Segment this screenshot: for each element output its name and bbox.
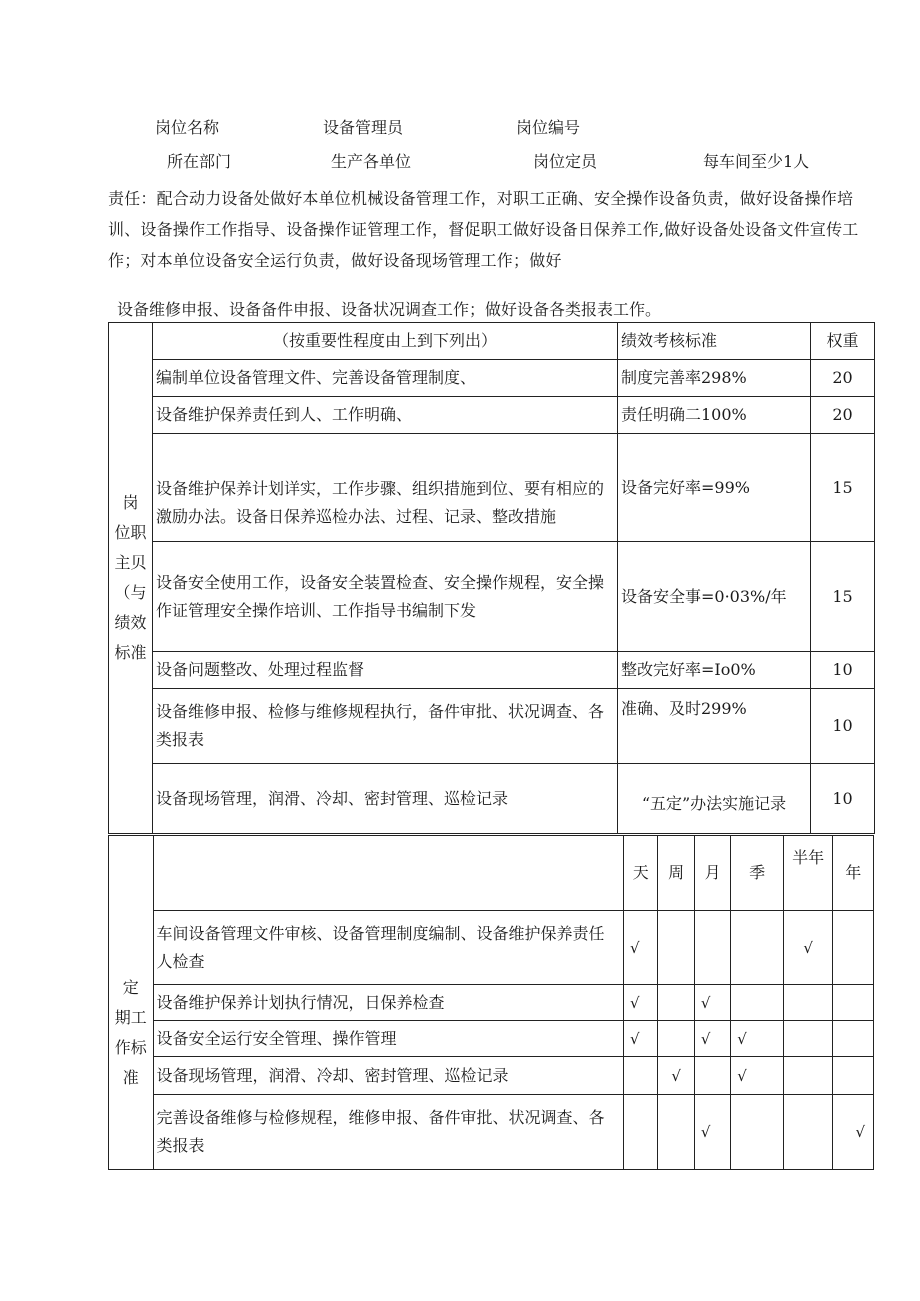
empty-cell bbox=[694, 1057, 730, 1095]
duty-task: 设备维修申报、检修与维修规程执行，备件审批、状况调查、各类报表 bbox=[153, 689, 618, 764]
empty-cell bbox=[783, 1095, 833, 1170]
empty-cell bbox=[731, 985, 784, 1021]
duty-task: 设备现场管理，润滑、冷却、密封管理、巡检记录 bbox=[153, 764, 618, 834]
duties-side-line: 位职 bbox=[114, 523, 147, 542]
table-row bbox=[109, 689, 875, 764]
empty-cell bbox=[658, 1021, 694, 1057]
headcount-value: 每车间至少1人 bbox=[703, 152, 810, 171]
headcount-label: 岗位定员 bbox=[533, 152, 598, 171]
periodic-header-task bbox=[153, 836, 624, 911]
duty-standard: “五定”办法实施记录 bbox=[618, 764, 811, 834]
duty-standard: 设备完好率=99% bbox=[618, 434, 811, 542]
duties-side-line: 绩效 bbox=[114, 613, 147, 632]
check-mark: √ bbox=[624, 985, 658, 1021]
period-monthly: 月 bbox=[694, 836, 730, 911]
empty-cell bbox=[658, 1095, 694, 1170]
empty-cell bbox=[731, 911, 784, 985]
job-number-label: 岗位编号 bbox=[516, 118, 581, 137]
empty-cell bbox=[833, 911, 874, 985]
table-row bbox=[109, 542, 875, 652]
table-row bbox=[109, 397, 875, 434]
duties-side-line: 岗 bbox=[122, 493, 139, 512]
duty-weight: 10 bbox=[811, 689, 875, 764]
periodic-side-line: 作标 bbox=[114, 1037, 147, 1057]
check-mark: √ bbox=[731, 1021, 784, 1057]
empty-cell bbox=[658, 985, 694, 1021]
duty-weight: 20 bbox=[811, 397, 875, 434]
empty-cell bbox=[694, 911, 730, 985]
duty-task: 编制单位设备管理文件、完善设备管理制度、 bbox=[153, 360, 618, 397]
period-yearly: 年 bbox=[833, 836, 874, 911]
periodic-task: 设备现场管理，润滑、冷却、密封管理、巡检记录 bbox=[153, 1057, 624, 1095]
periodic-task: 车间设备管理文件审核、设备管理制度编制、设备维护保养责任人检查 bbox=[153, 911, 624, 985]
duties-side-label bbox=[109, 323, 153, 834]
periodic-side-label bbox=[109, 836, 154, 1170]
duties-header-standard: 绩效考核标准 bbox=[618, 323, 811, 360]
empty-cell bbox=[783, 1057, 833, 1095]
duties-header-weight: 权重 bbox=[811, 323, 875, 360]
check-mark: √ bbox=[624, 911, 658, 985]
periodic-table bbox=[108, 835, 874, 1170]
duty-task: 设备维护保养责任到人、工作明确、 bbox=[153, 397, 618, 434]
responsibility-last-line: 设备维修申报、设备备件申报、设备状况调查工作；做好设备各类报表工作。 bbox=[117, 300, 662, 319]
duty-task: 设备问题整改、处理过程监督 bbox=[153, 652, 618, 689]
check-mark: √ bbox=[694, 1021, 730, 1057]
table-row bbox=[109, 1095, 874, 1170]
check-mark: √ bbox=[783, 911, 833, 985]
check-mark: √ bbox=[833, 1095, 874, 1170]
table-row bbox=[109, 434, 875, 542]
empty-cell bbox=[833, 985, 874, 1021]
duty-standard: 设备安全事=0·03%/年 bbox=[618, 542, 811, 652]
period-half-year: 半年 bbox=[783, 836, 833, 911]
table-row bbox=[109, 911, 874, 985]
responsibility-paragraph: 责任：配合动力设备处做好本单位机械设备管理工作，对职工正确、安全操作设备负责，做好设备操作培训、设备操作工作指导、设备操作证管理工作，督促职工做好设备日保养工作,做好设备处设备文件宣传工作；对本单位设备安全运行负责，做好设备现场管理工作；做好 bbox=[108, 189, 859, 270]
duty-weight: 10 bbox=[811, 764, 875, 834]
table-row bbox=[109, 985, 874, 1021]
check-mark: √ bbox=[694, 1095, 730, 1170]
empty-cell bbox=[783, 985, 833, 1021]
duty-standard: 整改完好率=Io0% bbox=[618, 652, 811, 689]
periodic-side-line: 定 bbox=[122, 977, 139, 997]
duty-weight: 10 bbox=[811, 652, 875, 689]
duties-table bbox=[108, 322, 875, 834]
empty-cell bbox=[624, 1057, 658, 1095]
check-mark: √ bbox=[624, 1021, 658, 1057]
table-row bbox=[109, 1057, 874, 1095]
empty-cell bbox=[731, 1095, 784, 1170]
check-mark: √ bbox=[658, 1057, 694, 1095]
table-row bbox=[109, 360, 875, 397]
duty-standard: 准确、及时299% bbox=[618, 689, 811, 764]
empty-cell bbox=[624, 1095, 658, 1170]
periodic-task: 设备维护保养计划执行情况，日保养检查 bbox=[153, 985, 624, 1021]
duty-task: 设备维护保养计划详实，工作步骤、组织措施到位、要有相应的激励办法。设备日保养巡检办法、过程、记录、整改措施 bbox=[153, 434, 618, 542]
check-mark: √ bbox=[694, 985, 730, 1021]
periodic-side-line: 期工 bbox=[114, 1007, 147, 1027]
job-title-label: 岗位名称 bbox=[155, 118, 220, 137]
empty-cell bbox=[833, 1057, 874, 1095]
duty-weight: 20 bbox=[811, 360, 875, 397]
duty-standard: 责任明确二100% bbox=[618, 397, 811, 434]
duty-standard: 制度完善率298% bbox=[618, 360, 811, 397]
period-weekly: 周 bbox=[658, 836, 694, 911]
check-mark: √ bbox=[731, 1057, 784, 1095]
duties-side-line: （与 bbox=[114, 583, 147, 602]
department-label: 所在部门 bbox=[167, 152, 232, 171]
period-daily: 天 bbox=[624, 836, 658, 911]
duties-side-line: 标准 bbox=[114, 643, 147, 662]
periodic-task: 完善设备维修与检修规程，维修申报、备件审批、状况调查、各类报表 bbox=[153, 1095, 624, 1170]
empty-cell bbox=[658, 911, 694, 985]
table-row bbox=[109, 1021, 874, 1057]
duty-weight: 15 bbox=[811, 542, 875, 652]
empty-cell bbox=[783, 1021, 833, 1057]
duty-weight: 15 bbox=[811, 434, 875, 542]
table-row bbox=[109, 652, 875, 689]
empty-cell bbox=[833, 1021, 874, 1057]
duties-header-task: （按重要性程度由上到下列出） bbox=[153, 323, 618, 360]
duties-side-line: 主贝 bbox=[114, 553, 147, 572]
table-row bbox=[109, 764, 875, 834]
department-value: 生产各单位 bbox=[331, 152, 412, 171]
period-quarterly: 季 bbox=[731, 836, 784, 911]
periodic-task: 设备安全运行安全管理、操作管理 bbox=[153, 1021, 624, 1057]
periodic-side-line: 准 bbox=[122, 1067, 139, 1087]
duty-task: 设备安全使用工作，设备安全装置检查、安全操作规程，安全操作证管理安全操作培训、工作指导书编制下发 bbox=[153, 542, 618, 652]
job-title-value: 设备管理员 bbox=[323, 118, 404, 137]
